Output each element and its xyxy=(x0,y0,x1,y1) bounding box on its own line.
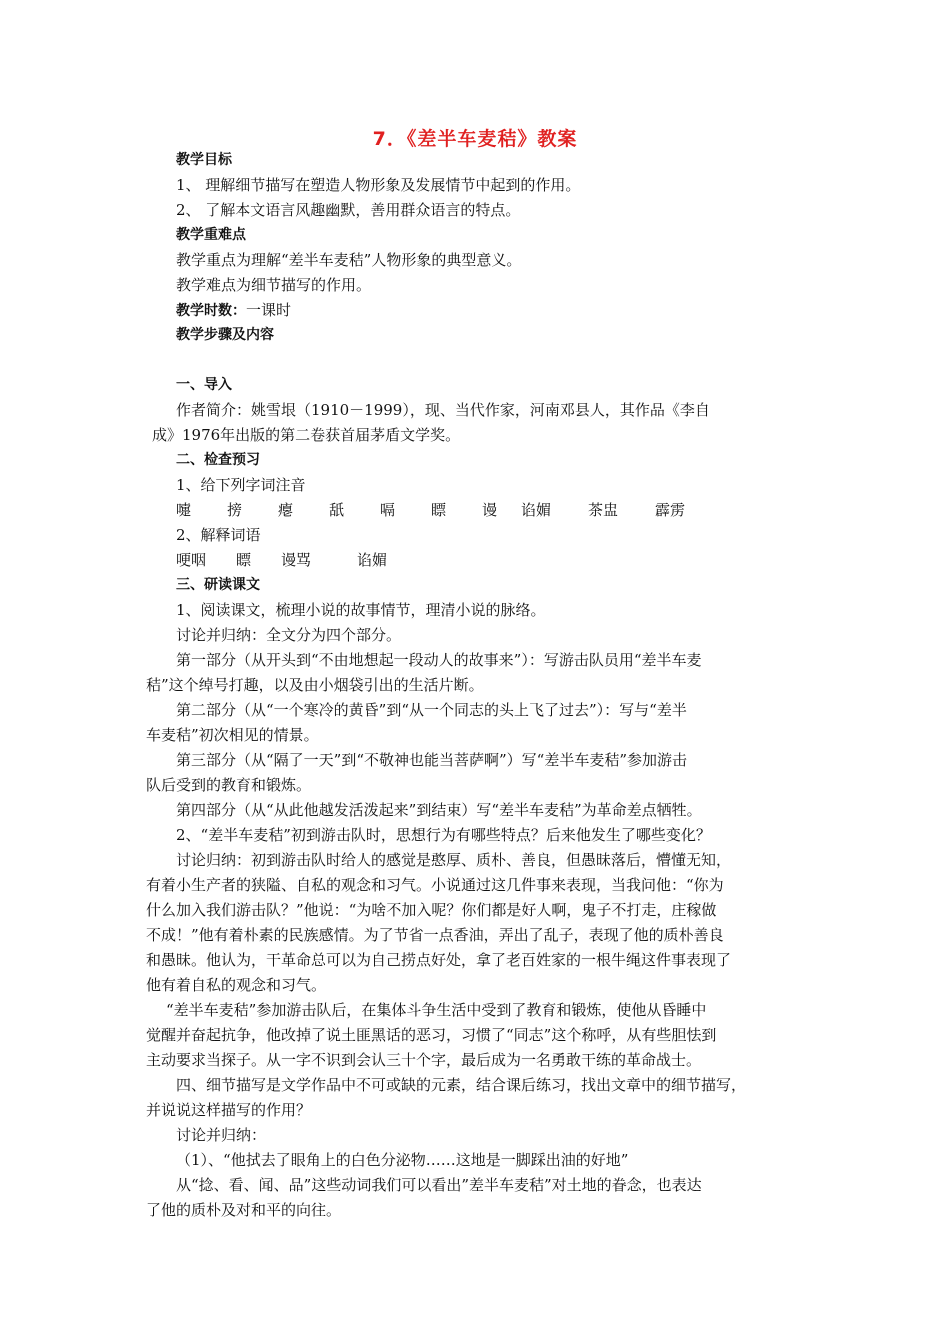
discussion-1-line-1: 讨论归纳：初到游击队时给人的感觉是憨厚、质朴、善良，但愚昧落后，懵懂无知， xyxy=(176,851,732,869)
part3-line-1: 第三部分（从“隔了一天”到“不敬神也能当菩萨啊”）写“差半车麦秸”参加游击 xyxy=(176,751,688,769)
discussion-2-line-1: “差半车麦秸”参加游击队后，在集体斗争生活中受到了教育和锻炼，使他从昏睡中 xyxy=(166,1001,707,1019)
structure-summary: 讨论并归纳：全文分为四个部分。 xyxy=(176,626,402,644)
word-item: 嗝 xyxy=(380,501,396,519)
preview-question-1: 1、给下列字词注音 xyxy=(176,476,306,494)
key-point-focus: 教学重点为理解“差半车麦秸”人物形象的典型意义。 xyxy=(176,251,522,269)
word-item: 嚏 xyxy=(176,501,192,519)
word-item: 茶盅 xyxy=(588,501,619,519)
teaching-hours-value: 一课时 xyxy=(246,301,292,319)
word-item: 瘪 xyxy=(278,501,294,519)
part2-line-1: 第二部分（从“一个寒冷的黄昏”到“从一个同志的头上飞了过去”）：写与“差半 xyxy=(176,701,687,719)
objective-item-2: 2、 了解本文语言风趣幽默，善用群众语言的特点。 xyxy=(176,201,521,219)
discussion-1-line-5: 和愚昧。他认为，干革命总可以为自己捞点好处，拿了老百姓家的一根牛绳这件事表现了 xyxy=(146,951,732,969)
discussion-1-line-3: 什么加入我们游击队？”他说：“为啥不加入呢？你们都是好人啊，鬼子不打走，庄稼做 xyxy=(146,901,717,919)
word-item: 谄媚 xyxy=(357,551,388,569)
part1-line-1: 第一部分（从开头到“不由地想起一段动人的故事来”）：写游击队员用“差半车麦 xyxy=(176,651,702,669)
word-item: 搒 xyxy=(227,501,243,519)
steps-heading: 教学步骤及内容 xyxy=(176,327,274,343)
word-item: 瞟 xyxy=(236,551,252,569)
objectives-heading: 教学目标 xyxy=(176,152,232,168)
word-item: 哽咽 xyxy=(176,551,207,569)
author-intro-line-2: 成》1976年出版的第二卷获首届茅盾文学奖。 xyxy=(152,426,461,444)
pronunciation-words xyxy=(176,498,810,523)
detail-analysis-line-2: 了他的质朴及对和平的向往。 xyxy=(146,1201,342,1219)
preview-question-2: 2、解释词语 xyxy=(176,526,261,544)
discussion-1-line-6: 他有着自私的观念和习气。 xyxy=(146,976,327,994)
blank-line xyxy=(176,348,810,373)
part2-line-2: 车麦秸”初次相见的情景。 xyxy=(146,726,319,744)
part1-line-2: 秸”这个绰号打趣，以及由小烟袋引出的生活片断。 xyxy=(146,676,484,694)
section2-heading: 二、检查预习 xyxy=(176,452,260,468)
word-item: 霹雳 xyxy=(655,501,686,519)
teaching-hours xyxy=(176,298,810,323)
discussion-1-line-4: 不成！”他有着朴素的民族感情。为了节省一点香油，弄出了乱子，表现了他的质朴善良 xyxy=(146,926,724,944)
objective-item-1: 1、 理解细节描写在塑造人物形象及发展情节中起到的作用。 xyxy=(176,176,581,194)
page-title: 7．《差半车麦秸》教案 xyxy=(372,128,578,150)
author-intro-line-1: 作者简介：姚雪垠（1910－1999），现、当代作家，河南邓县人，其作品《李自 xyxy=(176,401,710,419)
word-item: 谩骂 xyxy=(281,551,312,569)
part3-line-2: 队后受到的教育和锻炼。 xyxy=(146,776,312,794)
word-item: 谩 xyxy=(482,501,498,519)
discussion-1-line-2: 有着小生产者的狭隘、自私的观念和习气。小说通过这几件事来表现，当我问他：“你为 xyxy=(146,876,724,894)
key-points-heading: 教学重难点 xyxy=(176,227,246,243)
part4-line: 第四部分（从“从此他越发活泼起来”到结束）写“差半车麦秸”为革命差点牺牲。 xyxy=(176,801,702,819)
section3-heading: 三、研读课文 xyxy=(176,577,260,593)
word-item: 谄媚 xyxy=(521,501,552,519)
word-item: 舐 xyxy=(329,501,345,519)
document-body xyxy=(146,148,810,1223)
section4-question-line-2: 并说说这样描写的作用？ xyxy=(146,1101,312,1119)
study-question-1: 1、阅读课文，梳理小说的故事情节，理清小说的脉络。 xyxy=(176,601,546,619)
key-point-difficulty: 教学难点为细节描写的作用。 xyxy=(176,276,372,294)
section4-question-line-1: 四、细节描写是文学作品中不可或缺的元素，结合课后练习，找出文章中的细节描写， xyxy=(176,1076,747,1094)
word-item: 瞟 xyxy=(431,501,447,519)
teaching-hours-label: 教学时数： xyxy=(176,303,246,319)
vocabulary-words xyxy=(176,548,810,573)
section4-summary: 讨论并归纳： xyxy=(176,1126,267,1144)
section1-heading: 一、导入 xyxy=(176,377,232,393)
detail-analysis-line-1: 从“捻、看、闻、品”这些动词我们可以看出”差半车麦秸”对土地的眷念，也表达 xyxy=(176,1176,702,1194)
discussion-2-line-3: 主动要求当探子。从一字不识到会认三十个字，最后成为一名勇敢干练的革命战士。 xyxy=(146,1051,702,1069)
discussion-2-line-2: 觉醒并奋起抗争，他改掉了说土匪黑话的恶习，习惯了“同志”这个称呼，从有些胆怯到 xyxy=(146,1026,717,1044)
study-question-2: 2、“差半车麦秸”初到游击队时，思想行为有哪些特点？后来他发生了哪些变化？ xyxy=(176,826,711,844)
detail-item-1: （1）、“他拭去了眼角上的白色分泌物……这地是一脚踩出油的好地” xyxy=(176,1151,629,1169)
